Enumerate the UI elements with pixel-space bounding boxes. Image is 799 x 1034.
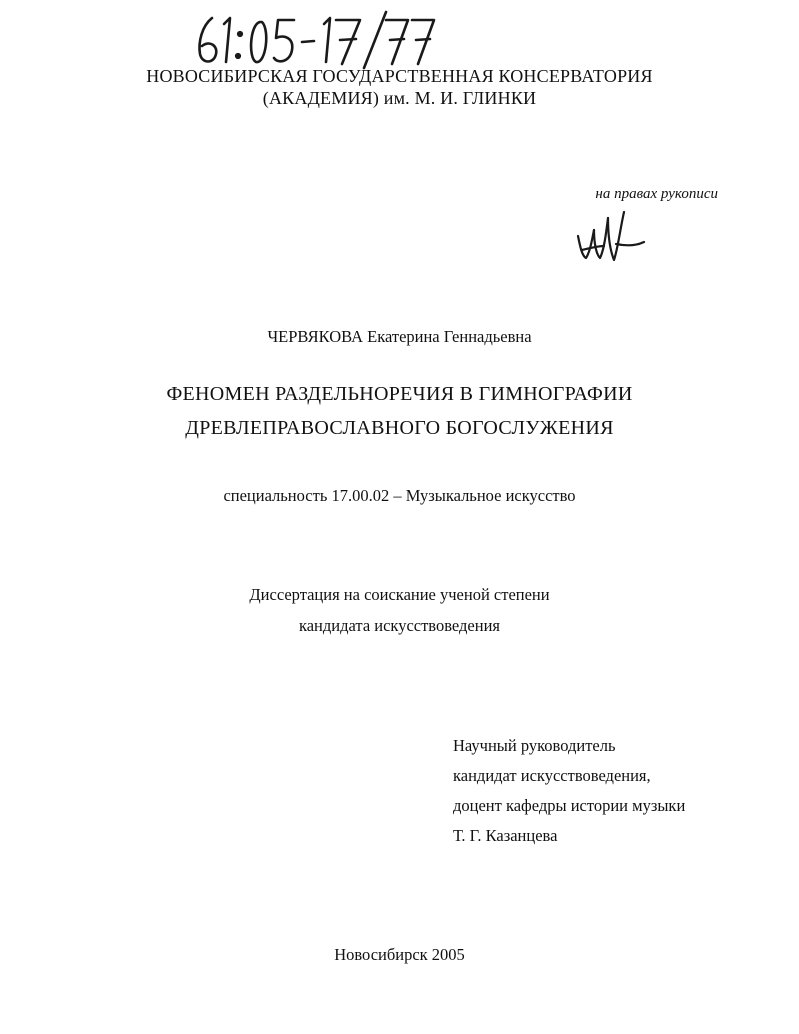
institution-name-line1: НОВОСИБИРСКАЯ ГОСУДАРСТВЕННАЯ КОНСЕРВАТОРИЯ	[146, 66, 653, 86]
author-name: ЧЕРВЯКОВА Екатерина Геннадьевна	[267, 327, 532, 346]
institution-name-line2: (АКАДЕМИЯ) им. М. И. ГЛИНКИ	[262, 88, 537, 108]
advisor-name: Т. Г. Казанцева	[453, 826, 558, 845]
manuscript-note: на правах рукописи	[595, 186, 718, 202]
signature	[570, 206, 650, 266]
handwritten-archive-number	[190, 8, 440, 70]
dissertation-title-line1: ФЕНОМЕН РАЗДЕЛЬНОРЕЧИЯ В ГИМНОГРАФИИ	[166, 383, 633, 405]
dissertation-title-line2: ДРЕВЛЕПРАВОСЛАВНОГО БОГОСЛУЖЕНИЯ	[185, 417, 614, 439]
degree-line2: кандидата искусствоведения	[298, 616, 501, 635]
city-year: Новосибирск 2005	[334, 945, 465, 964]
advisor-degree: кандидат искусствоведения,	[453, 766, 651, 785]
advisor-label: Научный руководитель	[453, 736, 616, 755]
advisor-position: доцент кафедры истории музыки	[453, 796, 686, 815]
degree-line1: Диссертация на соискание ученой степени	[249, 585, 550, 604]
specialty: специальность 17.00.02 – Музыкальное искусство	[223, 486, 576, 505]
